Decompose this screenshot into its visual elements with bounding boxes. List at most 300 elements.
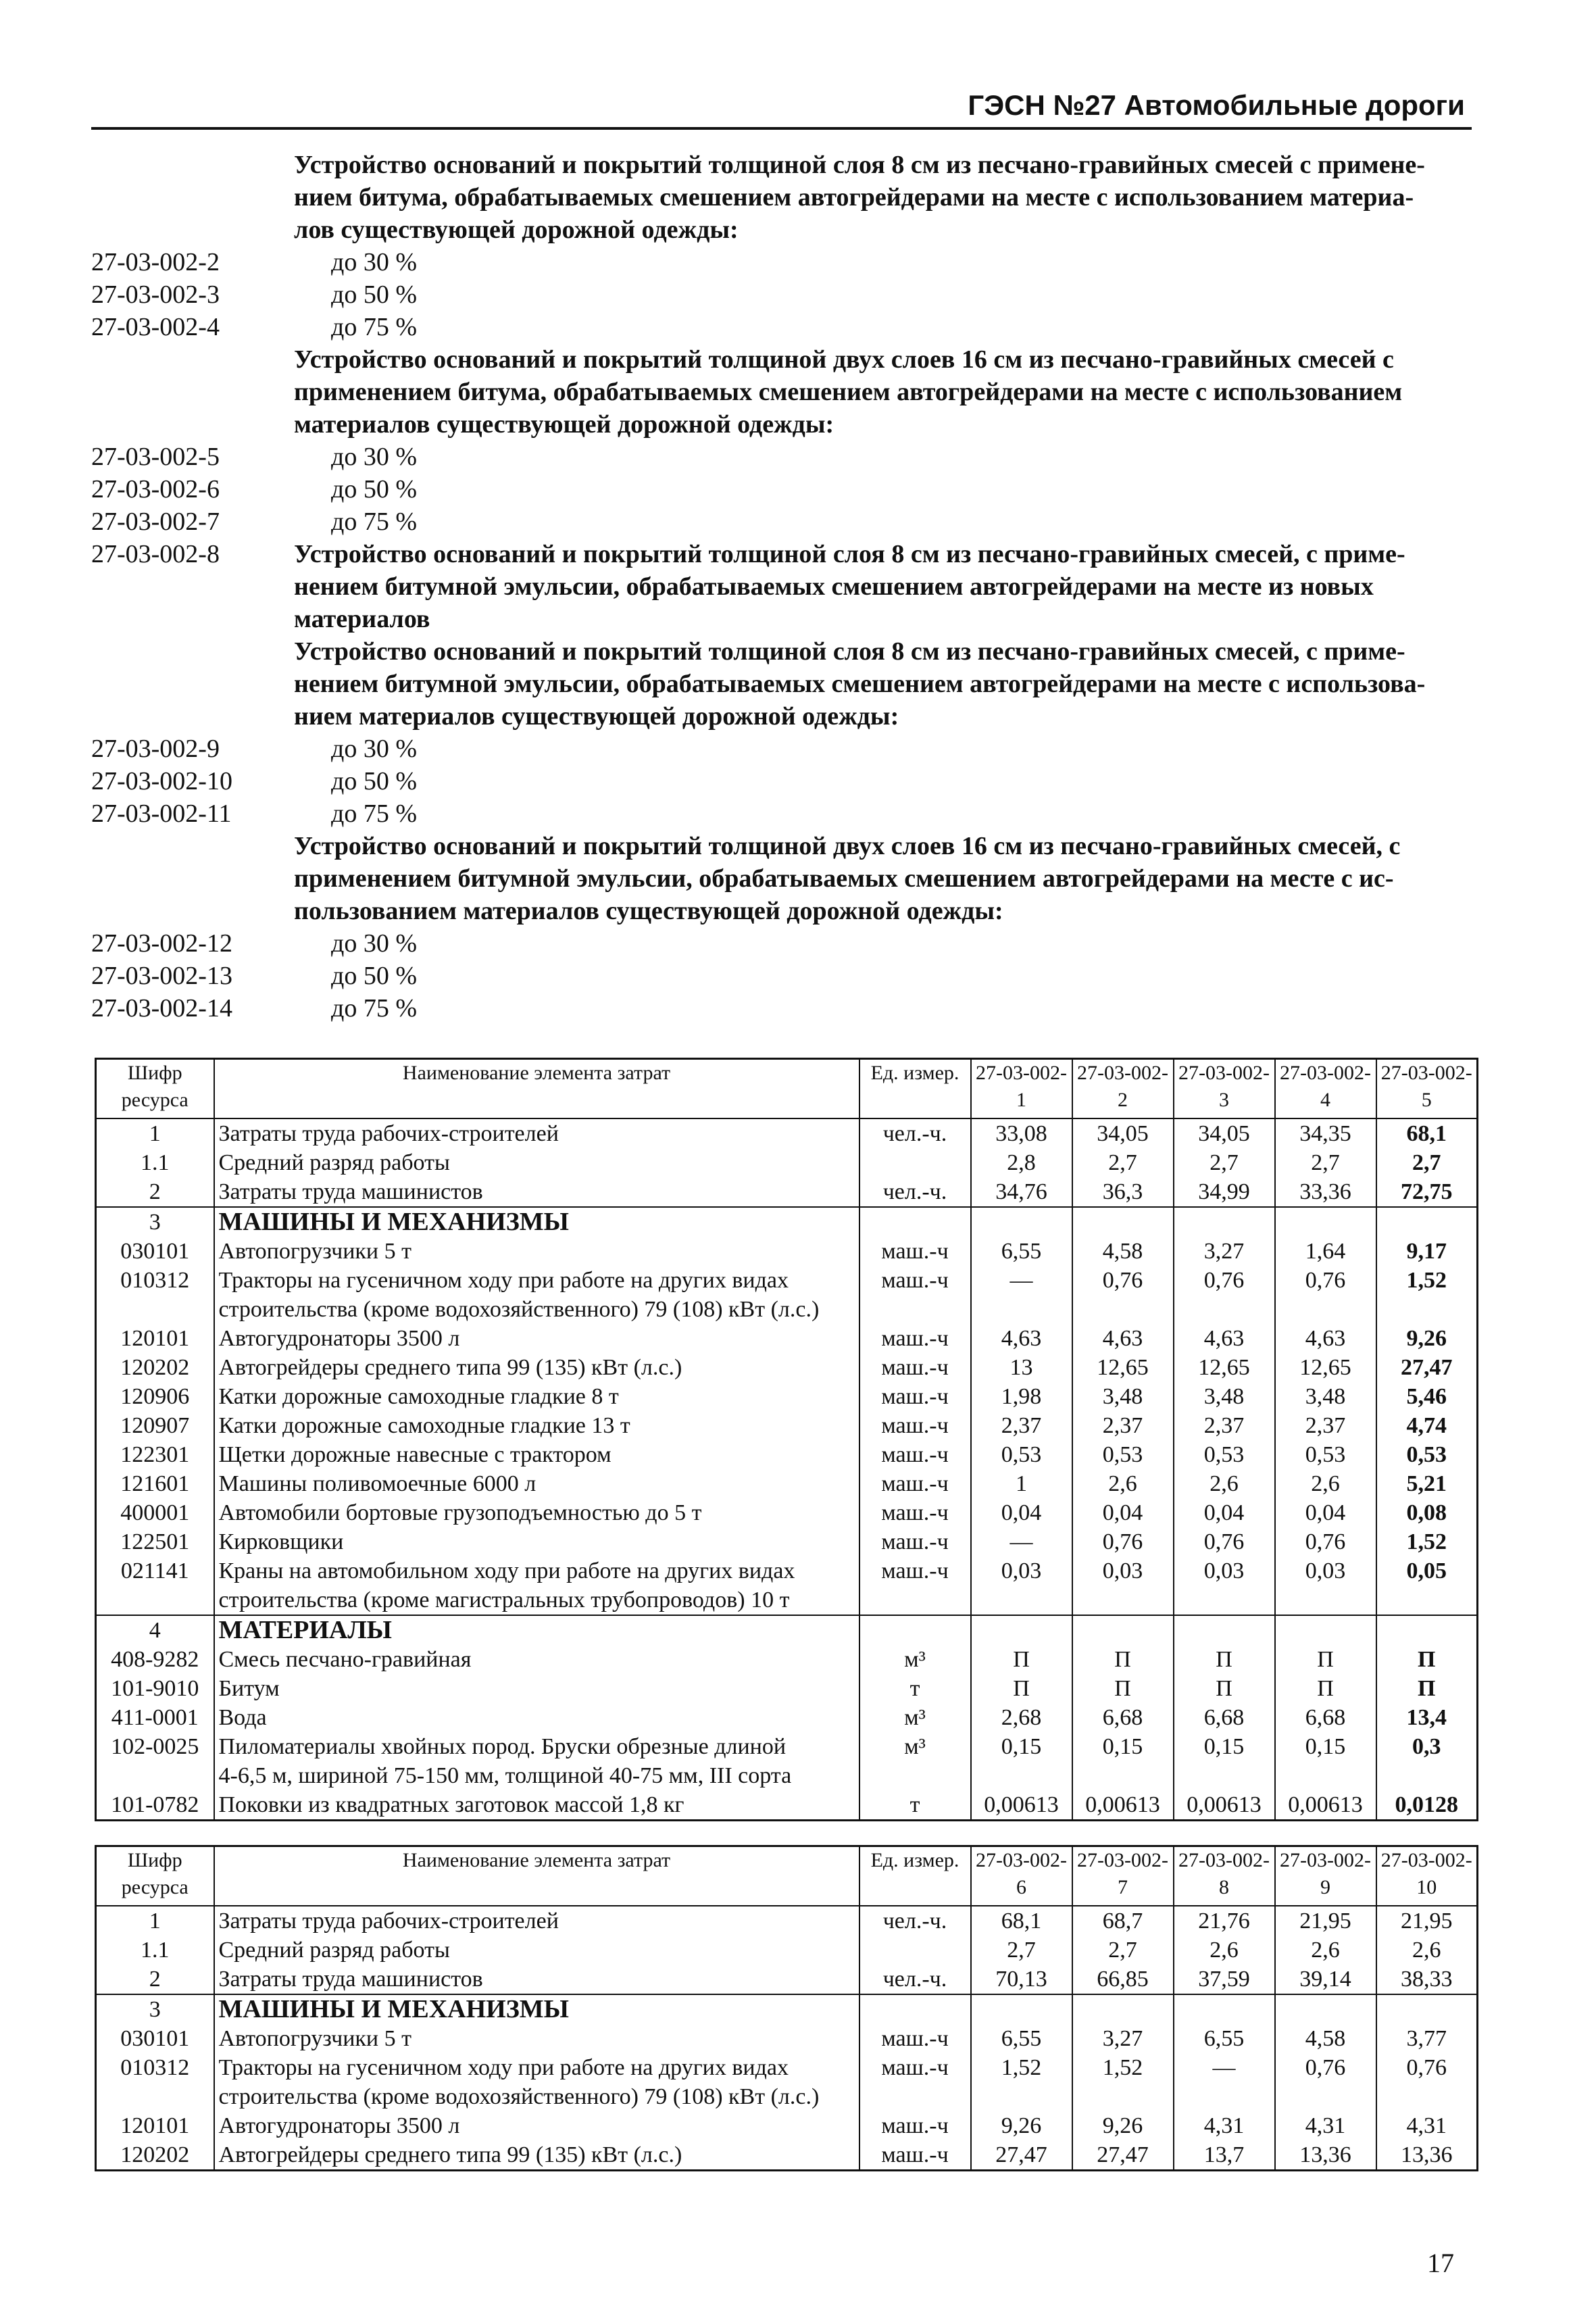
cell-value [1275,1761,1376,1790]
cell-unit: т [859,1790,971,1821]
list-item [91,992,1472,1025]
list-item-text: до 75 % [331,994,417,1023]
cell-value: 4,63 [1275,1324,1376,1353]
cell-code: 120906 [96,1382,214,1411]
list-item [91,149,1472,181]
cell-value: 27,47 [1376,1353,1478,1382]
cell-value: 3,77 [1376,2024,1478,2053]
cell-value: 9,26 [1072,2111,1174,2140]
cell-name: Катки дорожные самоходные гладкие 13 т [214,1411,859,1440]
cell-unit: маш.-ч [859,1324,971,1353]
list-item-code [91,149,294,181]
list-item [91,700,1472,733]
cell-value: 0,76 [1072,1266,1174,1295]
cell-value: 0,00613 [1275,1790,1376,1821]
header-norm-code: 27-03-002-1 [971,1059,1072,1119]
list-item-code: 27-03-002-7 [91,508,220,536]
cell-value [1174,1207,1275,1237]
cell-name: Тракторы на гусеничном ходу при работе на других видах [214,2053,859,2082]
list-item-code [91,668,294,700]
cell-value [971,1207,1072,1237]
header-name: Наименование элемента затрат [214,1846,859,1906]
cell-value: 9,17 [1376,1237,1478,1266]
cell-value [1174,1615,1275,1645]
cell-value: 2,7 [1275,1148,1376,1177]
cell-value [1072,1585,1174,1615]
list-item-text: до 50 % [331,475,417,503]
page-title: ГЭСН №27 Автомобильные дороги [968,89,1465,121]
cell-code: 101-0782 [96,1790,214,1821]
list-item-code: 27-03-002-12 [91,929,232,958]
cell-value: 4,63 [1072,1324,1174,1353]
cell-unit [859,1615,971,1645]
header-norm-code: 27-03-002-10 [1376,1846,1478,1906]
table-row [96,1237,1478,1266]
list-item [91,927,1472,960]
cell-value: 2,7 [1072,1148,1174,1177]
cell-value [1376,1207,1478,1237]
cell-value: 27,47 [971,2140,1072,2171]
table-row [96,1148,1478,1177]
table-row [96,1295,1478,1324]
cell-value: 34,05 [1174,1118,1275,1148]
cell-value [1275,2082,1376,2111]
list-item-code [91,408,294,441]
list-item [91,214,1472,246]
cell-value [971,1585,1072,1615]
cell-value: 0,04 [1174,1498,1275,1527]
table-row [96,1761,1478,1790]
header-unit: Ед. измер. [859,1846,971,1906]
cell-value: 2,6 [1174,1469,1275,1498]
cell-value [971,1994,1072,2024]
cell-value: 0,04 [1275,1498,1376,1527]
cell-name: Краны на автомобильном ходу при работе на других видах [214,1556,859,1585]
cell-code [96,2082,214,2111]
cell-code [96,1585,214,1615]
list-item-code: 27-03-002-14 [91,994,232,1023]
table-row [96,1936,1478,1965]
cell-name: Катки дорожные самоходные гладкие 8 т [214,1382,859,1411]
list-item-text: Устройство оснований и покрытий толщиной слоя 8 см из песчано-гравийных смесей, с приме- [294,540,1405,568]
table-row [96,1498,1478,1527]
cell-value: 34,35 [1275,1118,1376,1148]
cell-value [1376,1615,1478,1645]
cell-code: 3 [96,1994,214,2024]
cell-unit: маш.-ч [859,2024,971,2053]
cell-code: 4 [96,1615,214,1645]
table-row [96,1585,1478,1615]
cell-name: Автопогрузчики 5 т [214,2024,859,2053]
cell-name: Затраты труда машинистов [214,1177,859,1207]
cell-value: 21,95 [1275,1906,1376,1936]
list-item [91,408,1472,441]
cell-value: 0,76 [1072,1527,1174,1556]
list-item-text: до 50 % [331,767,417,795]
table-row [96,1353,1478,1382]
cell-code: 1 [96,1118,214,1148]
cell-unit: маш.-ч [859,1498,971,1527]
cell-value [1275,1615,1376,1645]
cell-unit [859,1148,971,1177]
cell-value: — [1174,2053,1275,2082]
list-item [91,311,1472,343]
cell-value: 0,08 [1376,1498,1478,1527]
cell-value: 33,08 [971,1118,1072,1148]
cell-code: 2 [96,1177,214,1207]
cell-value: 70,13 [971,1965,1072,1994]
cell-value [1376,1994,1478,2024]
table-row [96,1207,1478,1237]
cell-code: 400001 [96,1498,214,1527]
cell-unit: маш.-ч [859,1440,971,1469]
cell-name: МАТЕРИАЛЫ [214,1615,859,1645]
cell-unit: маш.-ч [859,1469,971,1498]
cell-value: 12,65 [1174,1353,1275,1382]
cell-value: 2,7 [971,1936,1072,1965]
list-item-code: 27-03-002-10 [91,767,232,795]
cell-value: 2,6 [1275,1936,1376,1965]
cell-value [1174,1295,1275,1324]
cell-value: 6,55 [971,2024,1072,2053]
cell-value: 2,37 [971,1411,1072,1440]
cell-value [1072,1615,1174,1645]
cell-unit: маш.-ч [859,1266,971,1295]
table-row [96,1965,1478,1994]
list-item-text: Устройство оснований и покрытий толщиной двух слоев 16 см из песчано-гравийных смесей с [294,345,1394,374]
cell-value: 3,48 [1072,1382,1174,1411]
table-row [96,1177,1478,1207]
cell-value: 2,6 [1275,1469,1376,1498]
list-item-text: до 75 % [331,313,417,341]
header-norm-code: 27-03-002-8 [1174,1846,1275,1906]
cell-value: 0,76 [1275,1266,1376,1295]
cell-value: 34,99 [1174,1177,1275,1207]
table-row [96,1382,1478,1411]
list-item-text: Устройство оснований и покрытий толщиной слоя 8 см из песчано-гравийных смесей с примене- [294,151,1425,179]
cell-unit: маш.-ч [859,1556,971,1585]
cell-value: 0,76 [1174,1527,1275,1556]
cell-code: 1 [96,1906,214,1936]
cell-name: Затраты труда рабочих-строителей [214,1118,859,1148]
cell-value: 2,7 [1376,1148,1478,1177]
cell-value: 68,1 [971,1906,1072,1936]
cell-unit [859,1295,971,1324]
cell-value: 6,68 [1072,1703,1174,1732]
table-row [96,1324,1478,1353]
cell-value [1275,1994,1376,2024]
cell-value: — [971,1527,1072,1556]
cell-unit: т [859,1674,971,1703]
cell-value: 3,48 [1174,1382,1275,1411]
list-item [91,960,1472,992]
cell-value: 1,52 [1376,1266,1478,1295]
list-item-text: применением битума, обрабатываемых смешением автогрейдерами на месте с использованием [294,378,1403,406]
cell-value: 38,33 [1376,1965,1478,1994]
cell-value: 6,55 [971,1237,1072,1266]
cell-value: 0,04 [971,1498,1072,1527]
cell-name: Машины поливомоечные 6000 л [214,1469,859,1498]
cell-name: МАШИНЫ И МЕХАНИЗМЫ [214,1994,859,2024]
list-item-text: Устройство оснований и покрытий толщиной двух слоев 16 см из песчано-гравийных смесей, с [294,832,1401,860]
cell-value: 0,03 [1275,1556,1376,1585]
cell-value: 2,68 [971,1703,1072,1732]
table-row [96,1266,1478,1295]
cell-value: 66,85 [1072,1965,1174,1994]
cell-code: 010312 [96,1266,214,1295]
cell-name: Битум [214,1674,859,1703]
cell-code: 030101 [96,1237,214,1266]
list-item-code: 27-03-002-3 [91,280,220,309]
cell-value [1275,1295,1376,1324]
cell-unit: чел.-ч. [859,1965,971,1994]
list-item-code [91,570,294,603]
table-row [96,1440,1478,1469]
cell-unit: маш.-ч [859,1527,971,1556]
list-item [91,506,1472,538]
cell-value: 4,31 [1376,2111,1478,2140]
cell-value [1072,2082,1174,2111]
cell-value: 0,53 [971,1440,1072,1469]
cell-name: строительства (кроме магистральных трубопроводов) 10 т [214,1585,859,1615]
list-item-code [91,830,294,862]
cell-name: Пиломатериалы хвойных пород. Бруски обрезные длиной [214,1732,859,1761]
list-item-code: 27-03-002-13 [91,962,232,990]
cell-name: строительства (кроме водохозяйственного) 79 (108) кВт (л.с.) [214,1295,859,1324]
table-row [96,1674,1478,1703]
cell-unit: маш.-ч [859,1382,971,1411]
list-item-code: 27-03-002-6 [91,475,220,503]
cell-code: 411-0001 [96,1703,214,1732]
cell-code: 3 [96,1207,214,1237]
cell-value: 0,00613 [1072,1790,1174,1821]
cell-value: 2,8 [971,1148,1072,1177]
cell-code: 010312 [96,2053,214,2082]
cell-name: Щетки дорожные навесные с трактором [214,1440,859,1469]
header-code: Шифр ресурса [96,1846,214,1906]
cell-value: 0,05 [1376,1556,1478,1585]
cell-value: 3,27 [1174,1237,1275,1266]
cell-value: 6,68 [1275,1703,1376,1732]
list-item-text: применением битумной эмульсии, обрабатываемых смешением автогрейдерами на месте с ис- [294,864,1394,893]
list-item [91,278,1472,311]
cell-name: Затраты труда машинистов [214,1965,859,1994]
cell-name: Кирковщики [214,1527,859,1556]
list-item [91,538,1472,570]
list-item [91,733,1472,765]
table-row [96,1703,1478,1732]
cell-name: МАШИНЫ И МЕХАНИЗМЫ [214,1207,859,1237]
table-header-row [96,1059,1478,1119]
cell-name: Автогудронаторы 3500 л [214,2111,859,2140]
cell-name: Затраты труда рабочих-строителей [214,1906,859,1936]
list-item-text: материалов существующей дорожной одежды: [294,410,834,439]
cell-value: П [1174,1645,1275,1674]
table-row [96,1469,1478,1498]
cell-value: 0,15 [971,1732,1072,1761]
cell-code: 1.1 [96,1936,214,1965]
list-item [91,635,1472,668]
cell-value: П [1275,1645,1376,1674]
cell-value: 0,76 [1275,1527,1376,1556]
cell-value: 0,15 [1275,1732,1376,1761]
list-item-text: до 30 % [331,735,417,763]
cell-value: 21,76 [1174,1906,1275,1936]
cell-value [1275,1207,1376,1237]
page-number: 17 [1427,2248,1454,2278]
list-item [91,603,1472,635]
header-name: Наименование элемента затрат [214,1059,859,1119]
table-row [96,1556,1478,1585]
cell-value: 4,31 [1174,2111,1275,2140]
list-item-code [91,181,294,214]
cell-value: 3,48 [1275,1382,1376,1411]
cell-name: Автомобили бортовые грузоподъемностью до 5 т [214,1498,859,1527]
list-item-text: нением битумной эмульсии, обрабатываемых смешением автогрейдерами на месте с использова- [294,670,1426,698]
cell-value: 0,04 [1072,1498,1174,1527]
cell-value [971,2082,1072,2111]
list-item-text: до 30 % [331,248,417,276]
header-norm-code: 27-03-002-3 [1174,1059,1275,1119]
cell-value: П [1275,1674,1376,1703]
cell-value [1174,1761,1275,1790]
list-item [91,830,1472,862]
cell-unit: м³ [859,1703,971,1732]
cell-code: 408-9282 [96,1645,214,1674]
list-item-code [91,635,294,668]
cell-code: 2 [96,1965,214,1994]
list-item-text: нием материалов существующей дорожной одежды: [294,702,899,731]
resource-table-1 [95,1058,1478,1821]
cell-code: 021141 [96,1556,214,1585]
cell-value: 2,6 [1376,1936,1478,1965]
cell-value: 12,65 [1275,1353,1376,1382]
table-row [96,2082,1478,2111]
header-code: Шифр ресурса [96,1059,214,1119]
cell-unit [859,1994,971,2024]
header-norm-code: 27-03-002-6 [971,1846,1072,1906]
cell-value: 13,36 [1275,2140,1376,2171]
header-norm-code: 27-03-002-2 [1072,1059,1174,1119]
cell-value: 2,37 [1275,1411,1376,1440]
cell-value: 2,6 [1174,1936,1275,1965]
list-item-code [91,603,294,635]
list-item-code: 27-03-002-4 [91,313,220,341]
cell-value: 37,59 [1174,1965,1275,1994]
cell-value: 68,7 [1072,1906,1174,1936]
list-item-text: до 30 % [331,443,417,471]
list-item [91,343,1472,376]
cell-value: П [1072,1674,1174,1703]
cell-value: — [971,1266,1072,1295]
cell-value: 1,52 [971,2053,1072,2082]
table-row [96,2140,1478,2171]
list-item-code: 27-03-002-5 [91,443,220,471]
cell-unit [859,1761,971,1790]
list-item-code [91,343,294,376]
cell-value: 0,0128 [1376,1790,1478,1821]
cell-value: 0,76 [1174,1266,1275,1295]
cell-value: 1,52 [1072,2053,1174,2082]
cell-value: П [1174,1674,1275,1703]
cell-value: 0,76 [1275,2053,1376,2082]
list-item-text: лов существующей дорожной одежды: [294,216,739,244]
table-row [96,1527,1478,1556]
cell-value: 5,21 [1376,1469,1478,1498]
cell-value [1376,1295,1478,1324]
list-item [91,181,1472,214]
cell-value: 1,64 [1275,1237,1376,1266]
list-item-text: до 75 % [331,799,417,828]
cell-code: 101-9010 [96,1674,214,1703]
list-item-text: до 75 % [331,508,417,536]
cell-value: 1 [971,1469,1072,1498]
cell-unit: чел.-ч. [859,1118,971,1148]
cell-value: 1,98 [971,1382,1072,1411]
cell-name: Вода [214,1703,859,1732]
cell-value: 0,03 [971,1556,1072,1585]
cell-name: Автогудронаторы 3500 л [214,1324,859,1353]
cell-value: 4,74 [1376,1411,1478,1440]
cell-value: 13,7 [1174,2140,1275,2171]
cell-value: П [1072,1645,1174,1674]
cell-value: 9,26 [971,2111,1072,2140]
resource-table-2 [95,1845,1478,2171]
cell-unit: м³ [859,1645,971,1674]
cell-unit: маш.-ч [859,2053,971,2082]
cell-value: 21,95 [1376,1906,1478,1936]
cell-value: 2,37 [1072,1411,1174,1440]
cell-value: 0,03 [1072,1556,1174,1585]
cell-value [1275,1585,1376,1615]
cell-unit: чел.-ч. [859,1177,971,1207]
list-item [91,441,1472,473]
list-item [91,376,1472,408]
cell-code: 120202 [96,1353,214,1382]
cell-name: Автогрейдеры среднего типа 99 (135) кВт (л.с.) [214,1353,859,1382]
list-item-code [91,862,294,895]
cell-value: 36,3 [1072,1177,1174,1207]
cell-value: 6,55 [1174,2024,1275,2053]
cell-unit: маш.-ч [859,1411,971,1440]
cell-value: 2,6 [1072,1469,1174,1498]
cell-name: 4-6,5 м, шириной 75-150 мм, толщиной 40-75 мм, III сорта [214,1761,859,1790]
cell-value: П [971,1674,1072,1703]
list-item-text: нием битума, обрабатываемых смешением автогрейдерами на месте с использованием материа- [294,183,1414,212]
page-header [91,87,1472,130]
cell-value: 0,3 [1376,1732,1478,1761]
cell-name: Поковки из квадратных заготовок массой 1,8 кг [214,1790,859,1821]
cell-value: 72,75 [1376,1177,1478,1207]
table-row [96,1411,1478,1440]
cell-value [1072,1761,1174,1790]
list-item-code [91,895,294,927]
cell-unit [859,1936,971,1965]
cell-name: Средний разряд работы [214,1148,859,1177]
cell-value: 13,4 [1376,1703,1478,1732]
table-row [96,2053,1478,2082]
list-item-code: 27-03-002-9 [91,735,220,763]
table-row [96,2024,1478,2053]
header-norm-code: 27-03-002-9 [1275,1846,1376,1906]
table-row [96,1732,1478,1761]
cell-value: 4,31 [1275,2111,1376,2140]
cell-value: 0,76 [1376,2053,1478,2082]
cell-value: 2,37 [1174,1411,1275,1440]
cell-unit: маш.-ч [859,2111,971,2140]
cell-code: 1.1 [96,1148,214,1177]
cell-value: 5,46 [1376,1382,1478,1411]
